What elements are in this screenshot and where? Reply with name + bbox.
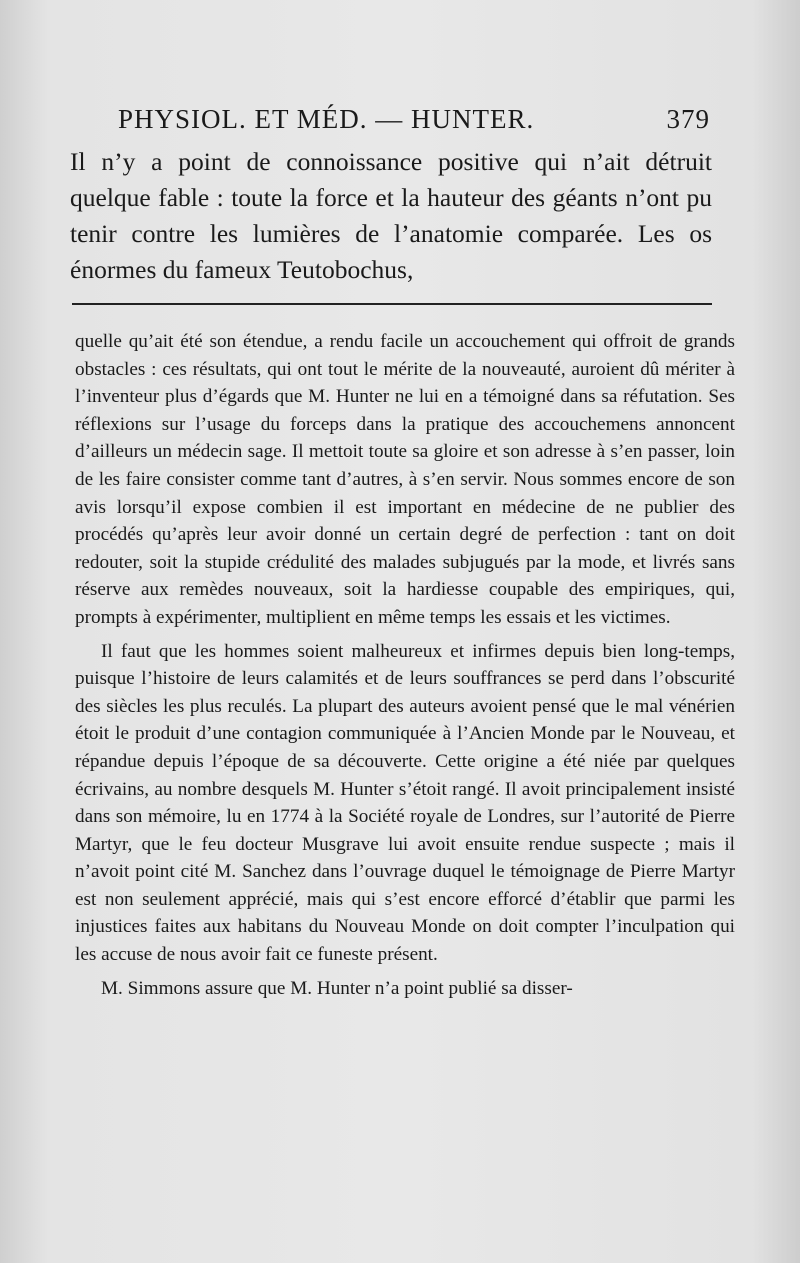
footnote-paragraph-3: M. Simmons assure que M. Hunter n’a point publié sa disser-: [101, 977, 573, 999]
footnote-block: [75, 328, 735, 1002]
running-head: [118, 104, 710, 135]
footnote-paragraph-2: Il faut que les hommes soient malheureux et infirmes depuis bien long-temps, puisque l’histoire de leurs calamités et de leurs souffrances se perd dans l’obscurité des siècles les plus reculés. La plupart des auteurs avoient pensé que le mal vénérien étoit le produit d’une contagion communiquée à l’Ancien Monde par le Nouveau, et répandue depuis l’époque de sa découverte. Cette origine a été niée par quelques écrivains, au nombre desquels M. Hunter s’étoit rangé. Il avoit principalement insisté dans son mémoire, lu en 1774 à la Société royale de Londres, sur l’autorité de Pierre Martyr, que le feu docteur Musgrave lui avoit ensuite rendue suspecte ; mais il n’avoit point cité M. Sanchez dans l’ouvrage duquel le témoignage de Pierre Martyr est non seulement apprécié, mais qui s’est encore efforcé d’établir que parmi les injustices faites aux habitans du Nouveau Monde on doit compter l’inculpation qui les accuse de nous avoir fait ce funeste présent.: [75, 640, 735, 966]
footnote-separator-rule: [72, 303, 712, 305]
main-paragraph: Il n’y a point de connoissance positive qui n’ait détruit quelque fable : toute la force et la hauteur des géants n’ont pu tenir contre les lumières de l’anatomie comparée. Les os énormes du fameux Teutobochus,: [70, 147, 712, 284]
page-number: 379: [666, 104, 710, 134]
footnote-paragraph-1: quelle qu’ait été son étendue, a rendu facile un accouchement qui offroit de grands obstacles : ces résultats, qui ont tout le mérite de la nouveauté, auroient dû mériter à l’inventeur plus d’égards que M. Hunter ne lui en a témoigné dans sa réfutation. Ses réflexions sur l’usage du forceps dans la pratique des accouchemens annoncent d’ailleurs un médecin sage. Il mettoit toute sa gloire et son adresse à s’en passer, loin de les faire consister comme tant d’autres, à s’en servir. Nous sommes encore de son avis lorsqu’il expose combien il est important en médecine de ne publier des procédés qu’après leur avoir donné un certain degré de perfection : tant on doit redouter, soit la stupide crédulité des malades subjugués par la mode, et livrés sans réserve aux remèdes nouveaux, soit la hardiesse coupable des empiriques, qui, prompts à expérimenter, multiplient en même temps les essais et les victimes.: [75, 331, 735, 628]
main-text: [70, 144, 712, 288]
running-head-title: PHYSIOL. ET MÉD. — HUNTER.: [118, 104, 535, 134]
